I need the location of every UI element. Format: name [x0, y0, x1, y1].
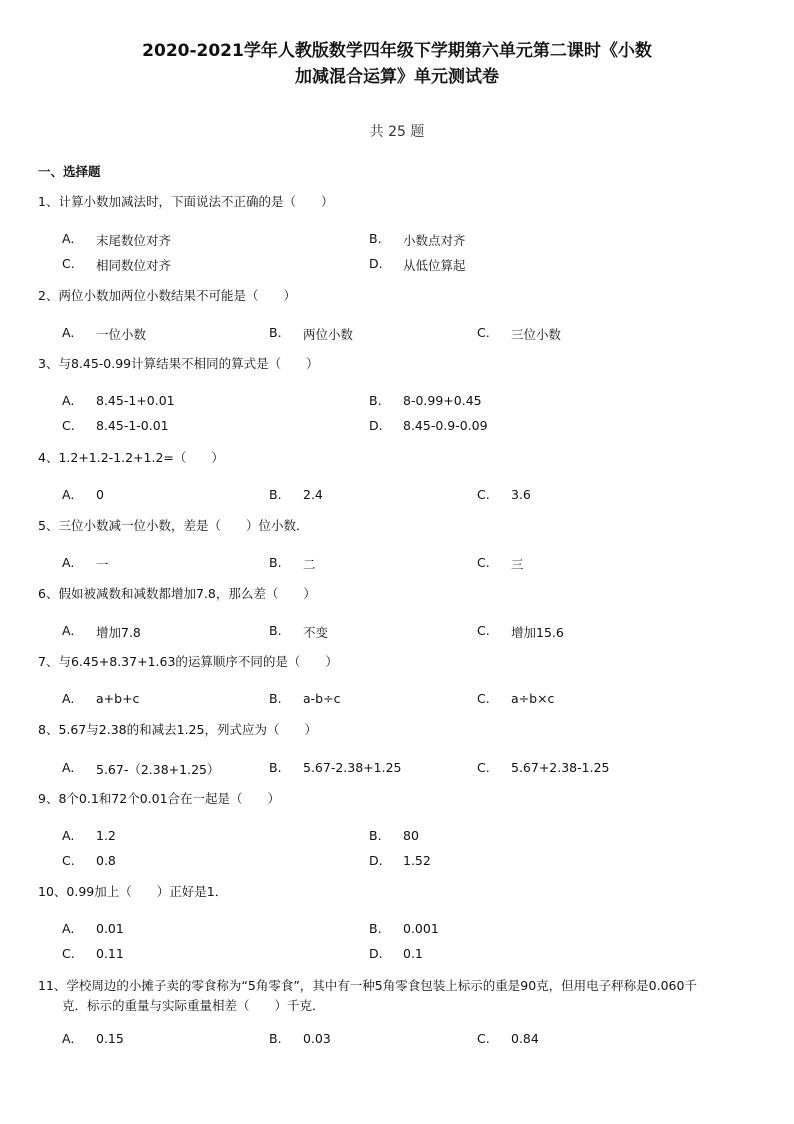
option-letter: B.	[269, 555, 282, 570]
option-letter: A.	[62, 691, 75, 706]
question-11-option-a[interactable]	[62, 1031, 124, 1046]
option-text: 0.8	[96, 853, 116, 868]
option-letter: B.	[369, 393, 382, 408]
option-letter: A.	[62, 921, 75, 936]
question-5: 5、三位小数减一位小数，差是（ ）位小数．	[38, 518, 309, 533]
option-text: 两位小数	[303, 327, 354, 342]
option-letter: A.	[62, 231, 75, 246]
question-4-option-b[interactable]	[269, 487, 323, 502]
question-7-option-c[interactable]	[477, 691, 554, 706]
option-letter: C.	[62, 853, 75, 868]
question-8-option-b[interactable]	[269, 760, 401, 775]
option-text: 80	[403, 828, 419, 843]
option-letter: B.	[269, 623, 282, 638]
option-letter: D.	[369, 946, 383, 961]
option-text: 增加7.8	[96, 625, 141, 640]
question-11-option-b[interactable]	[269, 1031, 331, 1046]
option-letter: C.	[477, 691, 490, 706]
option-letter: C.	[477, 1031, 490, 1046]
question-11	[38, 976, 698, 1016]
question-4-option-a[interactable]	[62, 487, 104, 502]
question-1-option-c[interactable]	[62, 256, 171, 274]
question-2-option-a[interactable]	[62, 325, 146, 343]
question-4: 4、1.2+1.2-1.2+1.2=（ ）	[38, 450, 224, 465]
question-1: 1、计算小数加减法时，下面说法不正确的是（ ）	[38, 194, 334, 209]
option-text: 从低位算起	[403, 258, 466, 273]
option-letter: C.	[62, 256, 75, 271]
option-text: 8.45-1+0.01	[96, 393, 175, 408]
option-letter: A.	[62, 487, 75, 502]
option-letter: C.	[477, 623, 490, 638]
option-text: 三	[511, 557, 524, 572]
option-text: 2.4	[303, 487, 323, 502]
option-letter: C.	[62, 418, 75, 433]
option-letter: D.	[369, 256, 383, 271]
option-text: 二	[303, 557, 316, 572]
option-letter: B.	[269, 487, 282, 502]
question-7-option-a[interactable]	[62, 691, 139, 706]
option-letter: A.	[62, 623, 75, 638]
option-letter: B.	[369, 828, 382, 843]
question-3-option-a[interactable]	[62, 393, 175, 408]
option-text: 小数点对齐	[403, 233, 466, 248]
question-8-option-a[interactable]	[62, 760, 219, 778]
option-text: a+b+c	[96, 691, 140, 706]
question-1-option-a[interactable]	[62, 231, 171, 249]
question-9-option-a[interactable]	[62, 828, 116, 843]
option-letter: D.	[369, 418, 383, 433]
option-letter: A.	[62, 393, 75, 408]
option-text: 一	[96, 557, 109, 572]
option-letter: B.	[269, 325, 282, 340]
option-text: 3.6	[511, 487, 531, 502]
option-letter: C.	[477, 555, 490, 570]
question-5-option-c[interactable]	[477, 555, 524, 573]
option-text: 0	[96, 487, 104, 502]
option-letter: A.	[62, 555, 75, 570]
question-5-option-b[interactable]	[269, 555, 316, 573]
question-10-option-a[interactable]	[62, 921, 124, 936]
option-text: 0.1	[403, 946, 423, 961]
option-letter: C.	[477, 760, 490, 775]
question-2-option-c[interactable]	[477, 325, 561, 343]
question-10-option-d[interactable]	[369, 946, 423, 961]
option-text: 相同数位对齐	[96, 258, 172, 273]
question-10: 10、0.99加上（ ）正好是1．	[38, 884, 228, 899]
title-line-2: 加减混合运算》单元测试卷	[295, 67, 499, 87]
question-2: 2、两位小数加两位小数结果不可能是（ ）	[38, 288, 296, 303]
option-letter: B.	[269, 760, 282, 775]
question-11-option-c[interactable]	[477, 1031, 539, 1046]
question-3-option-c[interactable]	[62, 418, 169, 433]
question-1-option-b[interactable]	[369, 231, 466, 249]
option-text: 末尾数位对齐	[96, 233, 172, 248]
option-letter: B.	[369, 231, 382, 246]
question-3-option-b[interactable]	[369, 393, 482, 408]
option-text: 1.52	[403, 853, 431, 868]
question-count: 共 25 题	[369, 124, 425, 140]
question-11-line-2: 克．标示的重量与实际重量相差（ ）千克．	[62, 998, 325, 1013]
section-heading: 一、选择题	[38, 164, 101, 179]
question-5-option-a[interactable]	[62, 555, 109, 573]
question-7-option-b[interactable]	[269, 691, 340, 706]
option-text: a-b÷c	[303, 691, 341, 706]
question-4-option-c[interactable]	[477, 487, 531, 502]
question-1-option-d[interactable]	[369, 256, 466, 274]
option-letter: C.	[477, 487, 490, 502]
option-text: 0.15	[96, 1031, 124, 1046]
option-text: 0.01	[96, 921, 124, 936]
option-letter: D.	[369, 853, 383, 868]
question-6-option-a[interactable]	[62, 623, 141, 641]
option-text: 三位小数	[511, 327, 562, 342]
question-6-option-c[interactable]	[477, 623, 564, 641]
option-text: 8-0.99+0.45	[403, 393, 482, 408]
question-10-option-b[interactable]	[369, 921, 439, 936]
option-letter: B.	[269, 691, 282, 706]
question-3: 3、与8.45-0.99计算结果不相同的算式是（ ）	[38, 356, 319, 371]
question-9-option-c[interactable]	[62, 853, 116, 868]
option-letter: B.	[269, 1031, 282, 1046]
option-letter: A.	[62, 760, 75, 775]
question-2-option-b[interactable]	[269, 325, 353, 343]
worksheet-title	[80, 38, 714, 90]
option-text: 0.03	[303, 1031, 331, 1046]
option-letter: A.	[62, 828, 75, 843]
option-text: 5.67+2.38-1.25	[511, 760, 610, 775]
question-7: 7、与6.45+8.37+1.63的运算顺序不同的是（ ）	[38, 654, 338, 669]
option-text: 一位小数	[96, 327, 147, 342]
question-11-line-1: 11、学校周边的小摊子卖的零食称为“5角零食”，其中有一种5角零食包装上标示的重是90克，但用电子秤称是0.060千	[38, 978, 697, 993]
question-10-option-c[interactable]	[62, 946, 124, 961]
option-text: 5.67-（2.38+1.25）	[96, 762, 220, 777]
title-line-1: 2020-2021学年人教版数学四年级下学期第六单元第二课时《小数	[142, 41, 652, 61]
option-text: 8.45-0.9-0.09	[403, 418, 488, 433]
option-text: 0.001	[403, 921, 439, 936]
option-text: 0.84	[511, 1031, 539, 1046]
question-3-option-d[interactable]	[369, 418, 488, 433]
option-letter: C.	[477, 325, 490, 340]
option-text: 0.11	[96, 946, 124, 961]
option-letter: A.	[62, 325, 75, 340]
option-text: 8.45-1-0.01	[96, 418, 169, 433]
option-letter: B.	[369, 921, 382, 936]
question-8-option-c[interactable]	[477, 760, 609, 775]
question-9-option-d[interactable]	[369, 853, 431, 868]
option-text: 增加15.6	[511, 625, 564, 640]
option-letter: A.	[62, 1031, 75, 1046]
question-6-option-b[interactable]	[269, 623, 328, 641]
question-9-option-b[interactable]	[369, 828, 419, 843]
option-text: 5.67-2.38+1.25	[303, 760, 402, 775]
option-text: a÷b×c	[511, 691, 555, 706]
option-letter: C.	[62, 946, 75, 961]
option-text: 不变	[303, 625, 329, 640]
question-8: 8、5.67与2.38的和减去1.25，列式应为（ ）	[38, 722, 317, 737]
question-6: 6、假如被减数和减数都增加7.8，那么差（ ）	[38, 586, 316, 601]
option-text: 1.2	[96, 828, 116, 843]
question-9: 9、8个0.1和72个0.01合在一起是（ ）	[38, 791, 281, 806]
